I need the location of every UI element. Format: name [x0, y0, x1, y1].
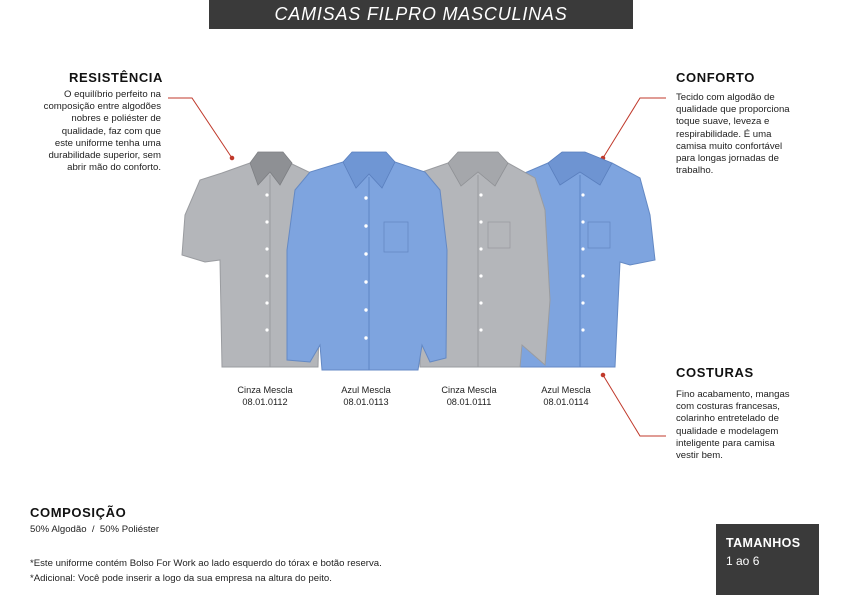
product-code: 08.01.0113: [343, 396, 389, 407]
leader-costuras: [603, 375, 666, 436]
conforto-line: trabalho.: [676, 165, 714, 177]
sizes-value: 1 ao 6: [726, 554, 760, 568]
page-title: CAMISAS FILPRO MASCULINAS: [274, 4, 568, 24]
resistencia-line: nobres e poliéster de: [71, 113, 161, 125]
conforto-line: qualidade que proporciona: [676, 104, 790, 116]
conforto-line: para longas jornadas de: [676, 153, 779, 165]
resistencia-title: RESISTÊNCIA: [69, 70, 164, 85]
composicao-title: COMPOSIÇÃO: [30, 505, 127, 520]
sizes-title: TAMANHOS: [726, 536, 801, 550]
conforto-line: respirabilidade. É uma: [676, 128, 772, 140]
leader-conforto: [603, 98, 666, 158]
costuras-line: vestir bem.: [676, 450, 723, 462]
costuras-line: Fino acabamento, mangas: [676, 389, 790, 400]
conforto-title: CONFORTO: [676, 70, 755, 85]
conforto-line: toque suave, leveza e: [676, 116, 770, 128]
product-name: Cinza Mescla: [237, 385, 293, 395]
costuras-line: com costuras francesas,: [676, 401, 780, 413]
product-name: Azul Mescla: [341, 385, 391, 395]
resistencia-line: O equilíbrio perfeito na: [63, 89, 161, 100]
costuras-line: qualidade e modelagem: [676, 425, 779, 437]
conforto-line: camisa muito confortável: [676, 140, 783, 152]
conforto-line: Tecido com algodão de: [676, 92, 775, 103]
product-caption: [321, 385, 411, 408]
costuras-line: colarinho entretelado de: [676, 413, 779, 425]
resistencia-line: composição entre algodões: [43, 101, 161, 113]
conforto-text: [676, 92, 826, 177]
product-code: 08.01.0112: [242, 396, 288, 407]
product-name: Azul Mescla: [541, 385, 591, 395]
costuras-line: inteligente para camisa: [676, 437, 775, 449]
composicao-text: 50% Algodão / 50% Poliéster: [30, 524, 160, 535]
footnote: *Adicional: Você pode inserir a logo da sua empresa na altura do peito.: [30, 573, 332, 584]
sizes-box: [716, 524, 819, 595]
product-caption: [521, 385, 611, 408]
product-code: 08.01.0111: [446, 396, 492, 407]
resistencia-line: este uniforme tenha uma: [54, 137, 161, 149]
product-caption: [424, 385, 514, 408]
resistencia-line: qualidade, faz com que: [61, 125, 161, 137]
shirt-azul-0113: [287, 152, 447, 370]
product-caption: [220, 385, 310, 408]
product-name: Cinza Mescla: [441, 385, 497, 395]
resistencia-line: abrir mão do conforto.: [67, 162, 161, 174]
costuras-text: [676, 389, 826, 462]
leader-resistencia: [168, 98, 232, 158]
product-code: 08.01.0114: [543, 396, 589, 407]
footnote: *Este uniforme contém Bolso For Work ao lado esquerdo do tórax e botão reserva.: [30, 558, 382, 569]
resistencia-line: durabilidade superior, sem: [48, 150, 161, 162]
resistencia-text: [20, 89, 161, 174]
costuras-title: COSTURAS: [676, 365, 754, 380]
